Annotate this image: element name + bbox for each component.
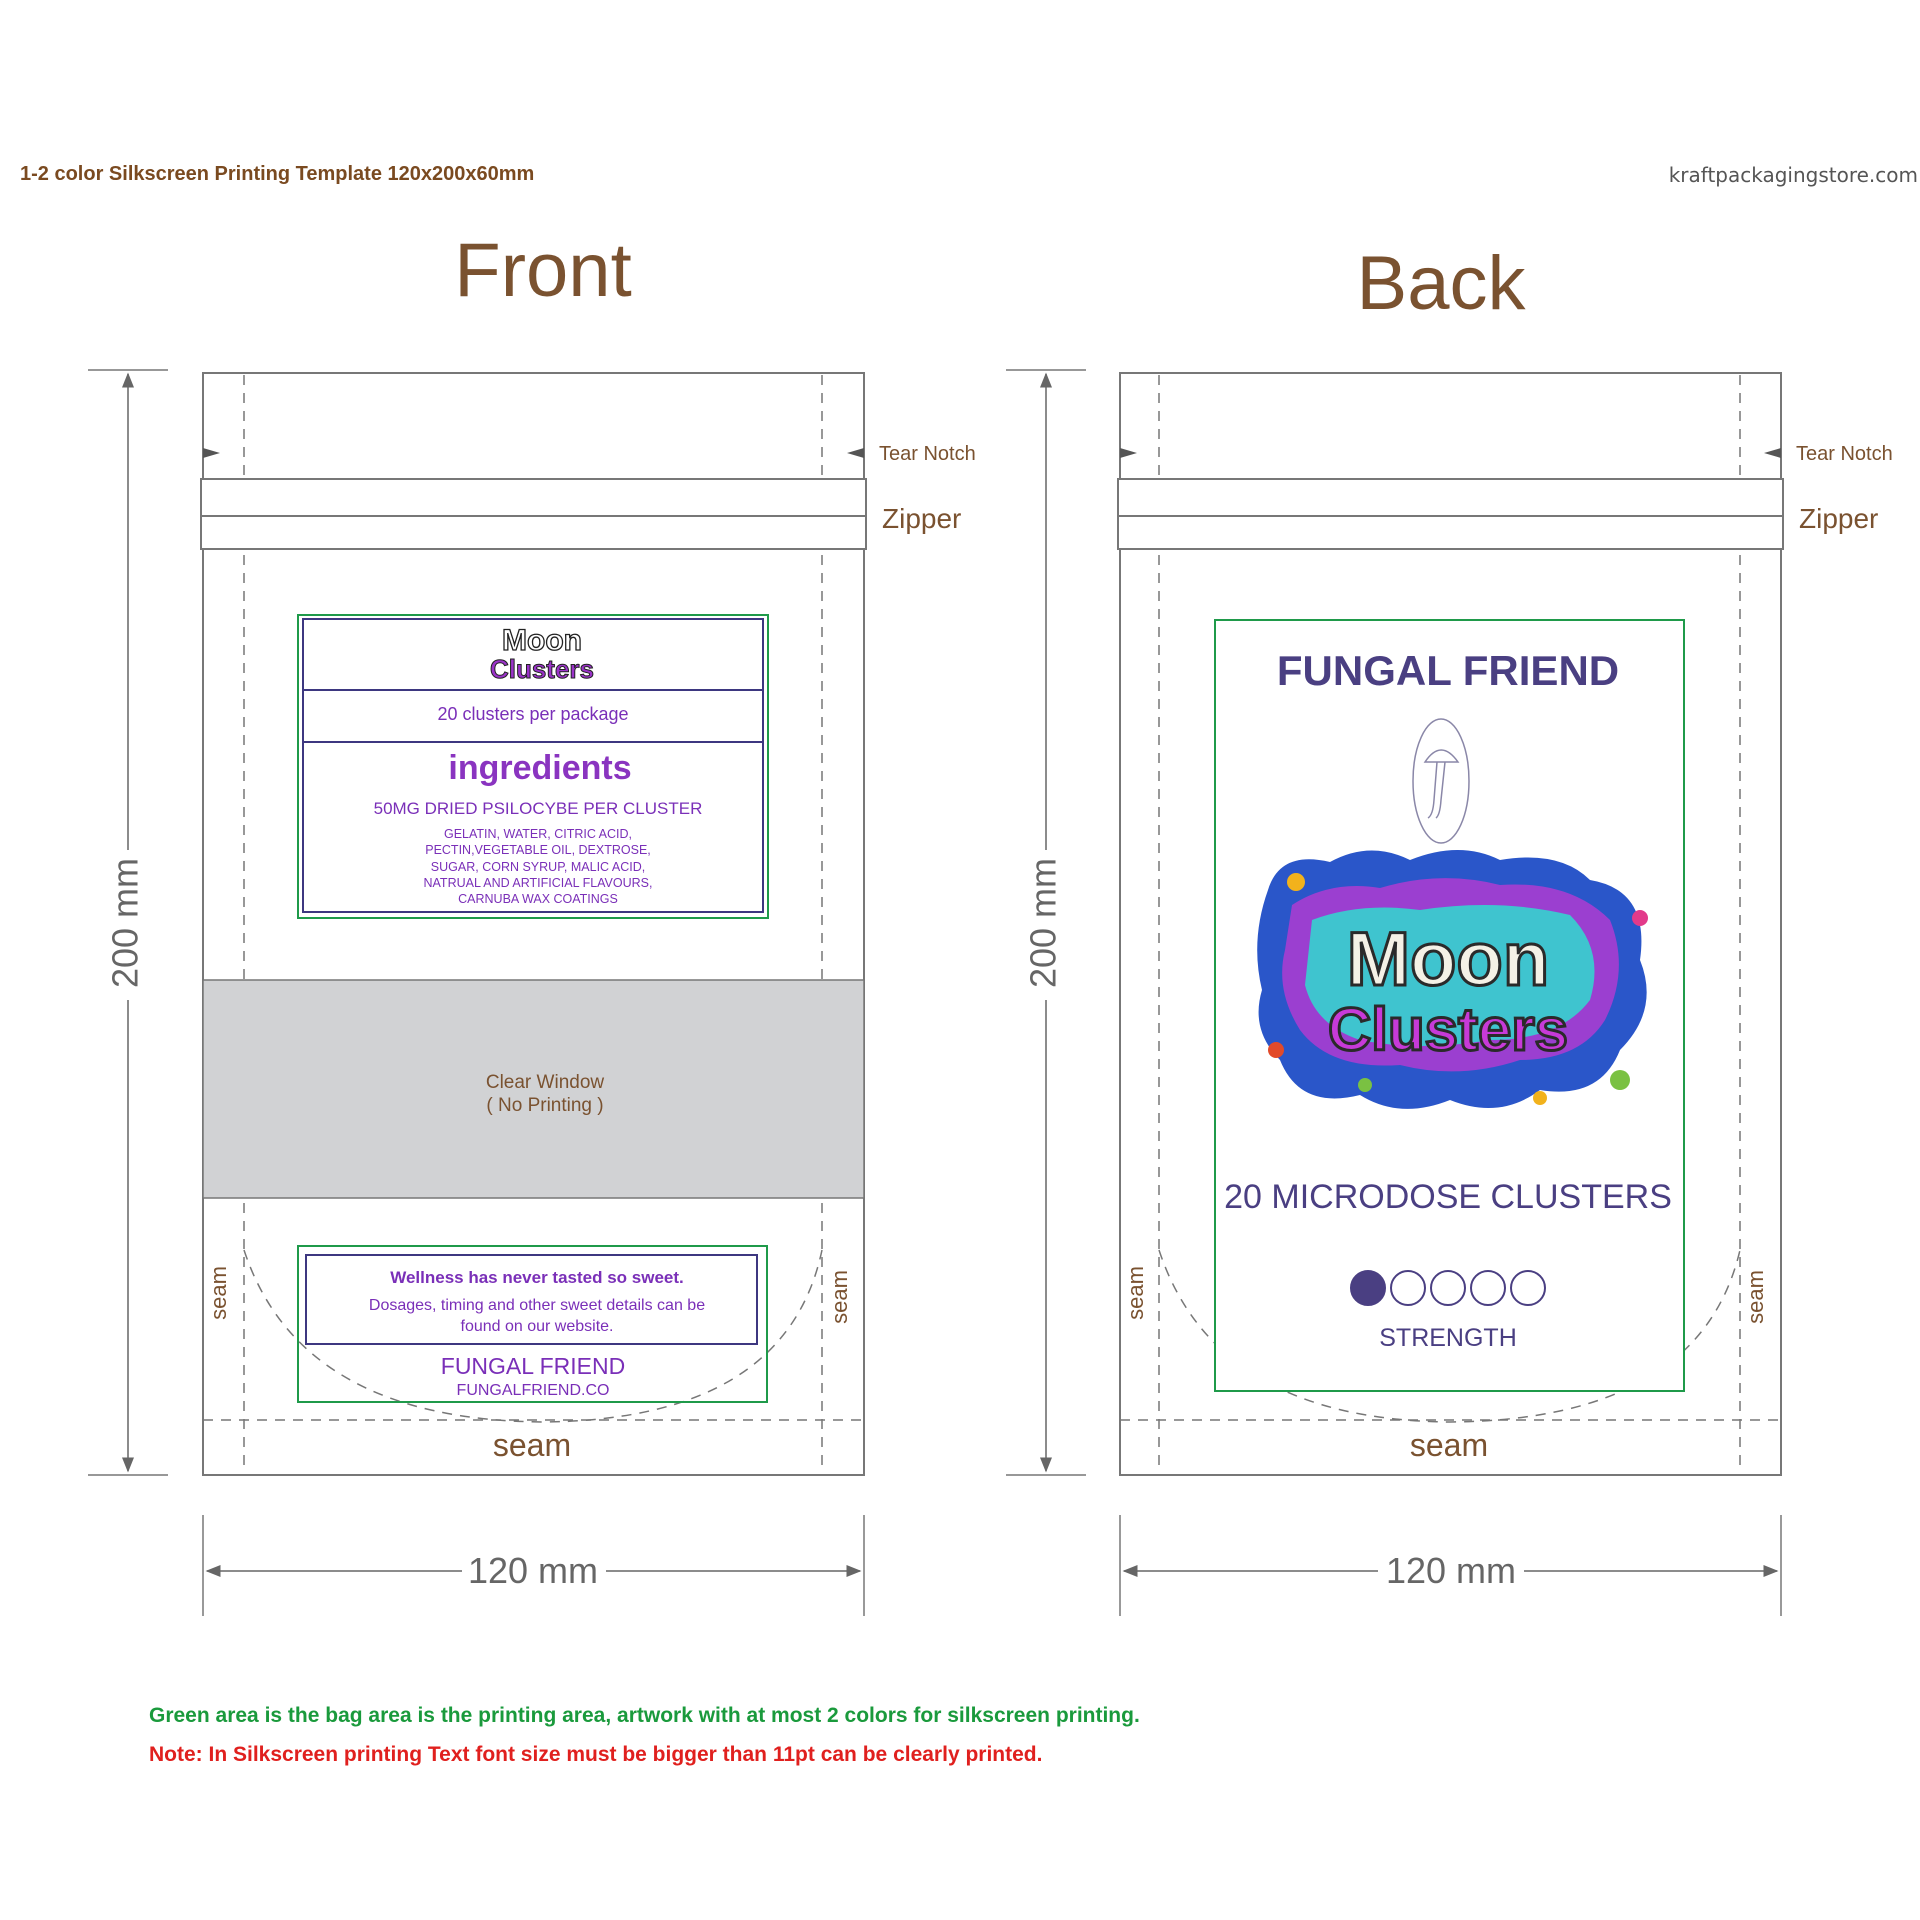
back-tear-notch-label: Tear Notch [1796, 443, 1893, 465]
front-seam-left: seam [205, 1266, 231, 1320]
back-tear-notch-left [1120, 448, 1137, 458]
strength-dot-empty [1511, 1271, 1545, 1305]
front-tagline: Wellness has never tasted so sweet. [390, 1268, 684, 1287]
back-height-dimension [1006, 370, 1086, 1475]
back-zipper-label: Zipper [1799, 503, 1879, 534]
template-title: 1-2 color Silkscreen Printing Template 120x200x60mm [20, 163, 535, 185]
printing-area-note: Green area is the bag area is the printing area, artwork with at most 2 colors for silkscreen printing. [149, 1704, 1140, 1727]
front-ingredient-line: CARNUBA WAX COATINGS [458, 892, 618, 906]
svg-text:Moon: Moon [502, 624, 582, 657]
back-width-dimension [1120, 1515, 1781, 1616]
front-window-label: Clear Window [485, 1072, 605, 1093]
front-seam-bottom: seam [492, 1427, 572, 1463]
front-website-note: Dosages, timing and other sweet details can be [368, 1297, 706, 1314]
front-brand: FUNGAL FRIEND [440, 1353, 626, 1379]
back-seam-bottom: seam [1409, 1427, 1489, 1463]
front-ingredients-title: ingredients [448, 749, 632, 787]
back-tear-notch-right [1764, 448, 1781, 458]
back-heading: Back [1356, 241, 1526, 326]
back-height-label: 200 mm [1022, 857, 1064, 989]
back-zipper [1118, 479, 1783, 549]
front-window-sublabel: ( No Printing ) [486, 1095, 604, 1116]
svg-text:Moon: Moon [1346, 917, 1550, 1002]
front-heading: Front [454, 228, 632, 313]
strength-label: STRENGTH [1379, 1324, 1517, 1352]
strength-dot-empty [1391, 1271, 1425, 1305]
back-width-label: 120 mm [1385, 1550, 1517, 1591]
front-tear-notch-left [203, 448, 220, 458]
front-ingredient-line: GELATIN, WATER, CITRIC ACID, [444, 827, 632, 841]
front-brand-url: FUNGALFRIEND.CO [456, 1382, 610, 1399]
front-moon-clusters-logo [490, 624, 594, 684]
front-ingredient-line: PECTIN,VEGETABLE OIL, DEXTROSE, [425, 843, 651, 857]
strength-dot-empty [1431, 1271, 1465, 1305]
website-label: kraftpackagingstore.com [1668, 163, 1918, 187]
back-label [1215, 620, 1684, 1391]
strength-indicator [1351, 1271, 1545, 1305]
strength-dot-empty [1471, 1271, 1505, 1305]
front-width-label: 120 mm [467, 1550, 599, 1591]
strength-dot-filled [1351, 1271, 1385, 1305]
svg-text:Clusters: Clusters [1327, 996, 1569, 1063]
front-ingredient-line: NATRUAL AND ARTIFICIAL FLAVOURS, [423, 876, 653, 890]
front-bottom-label [298, 1246, 767, 1402]
back-brand: FUNGAL FRIEND [1276, 647, 1620, 694]
front-tear-notch-right [847, 448, 864, 458]
front-zipper-label: Zipper [882, 503, 962, 534]
back-seam-left: seam [1122, 1266, 1148, 1320]
moon-clusters-logo [1257, 850, 1648, 1109]
front-width-dimension [203, 1515, 864, 1616]
front-ingredient-line: SUGAR, CORN SYRUP, MALIC ACID, [430, 860, 646, 874]
front-cluster-count: 20 clusters per package [437, 704, 629, 724]
front-tear-notch-label: Tear Notch [879, 443, 976, 465]
front-dose: 50MG DRIED PSILOCYBE PER CLUSTER [373, 799, 703, 818]
front-top-label [298, 615, 768, 918]
front-height-dimension [88, 370, 168, 1475]
front-zipper [201, 479, 866, 549]
back-seam-right: seam [1742, 1270, 1768, 1324]
front-seam-right: seam [826, 1270, 852, 1324]
front-height-label: 200 mm [104, 857, 146, 989]
back-product: 20 MICRODOSE CLUSTERS [1224, 1178, 1672, 1216]
svg-text:Clusters: Clusters [489, 654, 595, 684]
font-size-note: Note: In Silkscreen printing Text font size must be bigger than 11pt can be clearly printed. [149, 1743, 1043, 1766]
front-website-note: found on our website. [460, 1318, 614, 1335]
